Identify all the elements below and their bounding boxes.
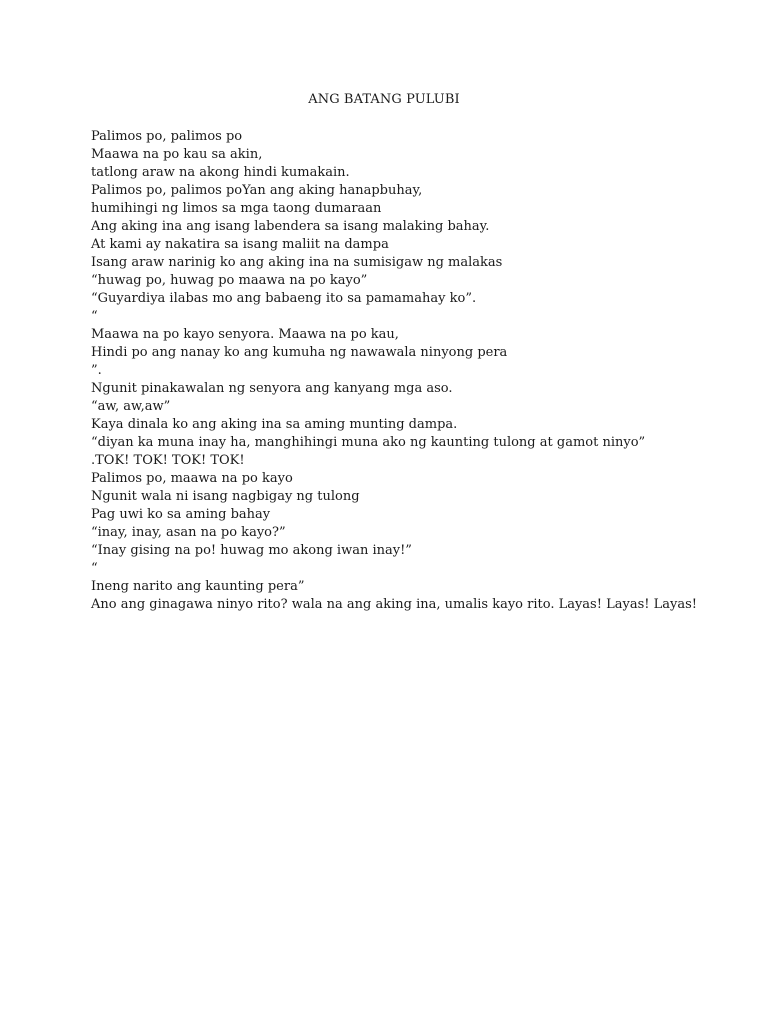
text-line: “Guyardiya ilabas mo ang babaeng ito sa pamamahay ko”. — [91, 291, 477, 306]
text-line: Ineng narito ang kaunting pera” — [91, 579, 305, 594]
text-line: tatlong araw na akong hindi kumakain. — [91, 165, 350, 180]
text-line: Ngunit pinakawalan ng senyora ang kanyang mga aso. — [91, 381, 453, 396]
document-body — [91, 128, 731, 614]
text-line: ”. — [91, 363, 102, 378]
text-line: Pag uwi ko sa aming bahay — [91, 507, 271, 522]
document-title: ANG BATANG PULUBI — [308, 92, 460, 107]
text-line: Ang aking ina ang isang labendera sa isang malaking bahay. — [91, 219, 490, 234]
text-line: .TOK! TOK! TOK! TOK! — [91, 453, 245, 468]
text-line: Isang araw narinig ko ang aking ina na sumisigaw ng malakas — [91, 255, 503, 270]
text-line: Palimos po, maawa na po kayo — [91, 471, 293, 486]
text-line: Ano ang ginagawa ninyo rito? wala na ang aking ina, umalis kayo rito. Layas! Layas! Layas! — [91, 597, 697, 612]
text-line: “diyan ka muna inay ha, manghihingi muna ako ng kaunting tulong at gamot ninyo” — [91, 435, 646, 450]
text-line: “aw, aw,aw” — [91, 399, 171, 414]
text-line: Hindi po ang nanay ko ang kumuha ng nawawala ninyong pera — [91, 345, 508, 360]
text-line: “huwag po, huwag po maawa na po kayo” — [91, 273, 368, 288]
text-line: At kami ay nakatira sa isang maliit na dampa — [91, 237, 389, 252]
text-line: “inay, inay, asan na po kayo?” — [91, 525, 286, 540]
text-line: “ — [91, 309, 98, 324]
text-line: Maawa na po kau sa akin, — [91, 147, 263, 162]
text-line: Maawa na po kayo senyora. Maawa na po kau, — [91, 327, 399, 342]
text-line: “Inay gising na po! huwag mo akong iwan inay!” — [91, 543, 412, 558]
text-line: Kaya dinala ko ang aking ina sa aming munting dampa. — [91, 417, 458, 432]
text-line: Ngunit wala ni isang nagbigay ng tulong — [91, 489, 360, 504]
text-line: “ — [91, 561, 98, 576]
text-line: Palimos po, palimos poYan ang aking hanapbuhay, — [91, 183, 423, 198]
text-line: humihingi ng limos sa mga taong dumaraan — [91, 201, 382, 216]
text-line: Palimos po, palimos po — [91, 129, 243, 144]
